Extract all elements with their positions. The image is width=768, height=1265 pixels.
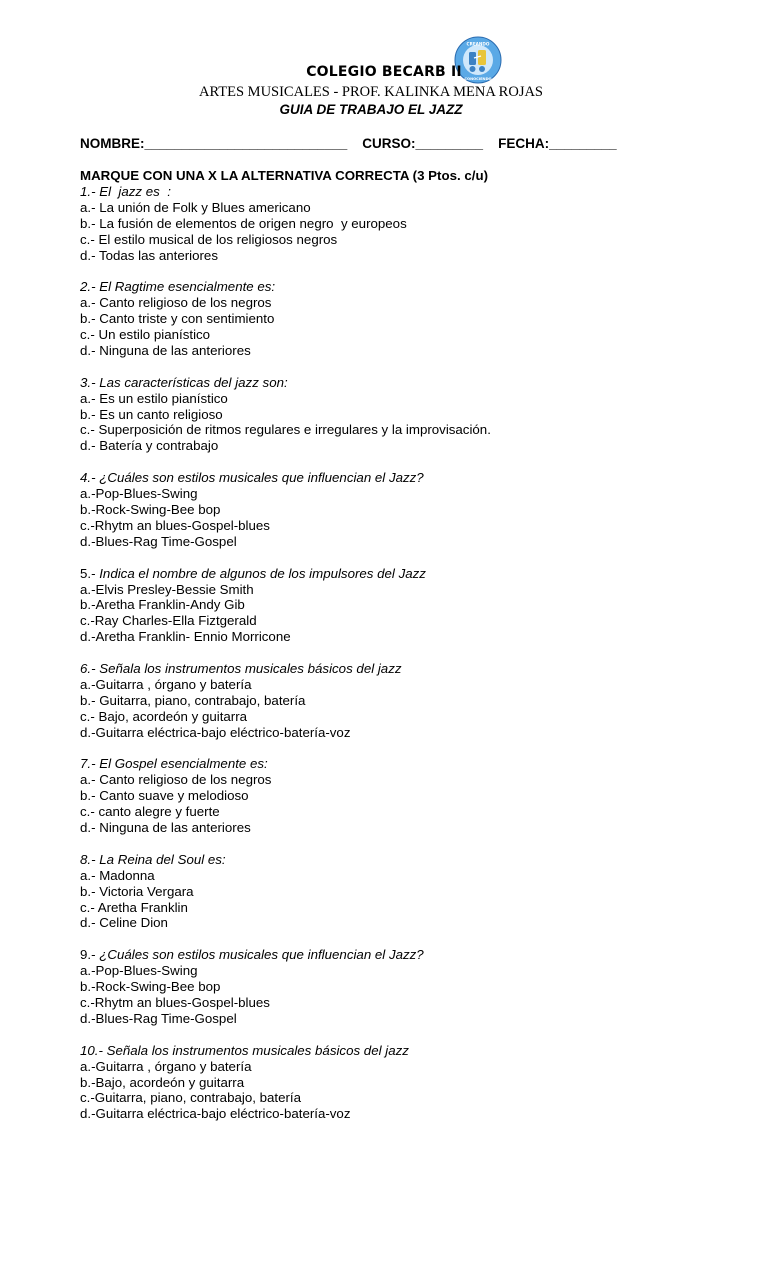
question-3 bbox=[80, 375, 740, 455]
answer-option[interactable]: d.- Batería y contrabajo bbox=[80, 438, 219, 454]
answer-option[interactable]: a.-Pop-Blues-Swing bbox=[80, 486, 198, 502]
answer-option[interactable]: a.-Elvis Presley-Bessie Smith bbox=[80, 581, 254, 597]
question-8 bbox=[80, 852, 740, 932]
question-prompt: Indica el nombre de algunos de los impulsores del Jazz bbox=[95, 565, 426, 581]
nombre-field[interactable]: NOMBRE:___________________________ bbox=[80, 136, 348, 151]
curso-field[interactable]: CURSO:_________ bbox=[362, 136, 484, 151]
question-list bbox=[80, 184, 740, 1122]
answer-option[interactable]: a.-Guitarra , órgano y batería bbox=[80, 676, 252, 692]
answer-option[interactable]: a.- Canto religioso de los negros bbox=[80, 295, 272, 311]
answer-option[interactable]: d.- Celine Dion bbox=[80, 915, 168, 931]
answer-option[interactable]: c.- Aretha Franklin bbox=[80, 899, 188, 915]
question-prompt: Señala los instrumentos musicales básicos del jazz bbox=[95, 661, 402, 677]
question-prompt: Las características del jazz son: bbox=[95, 374, 288, 390]
answer-option[interactable]: b.-Aretha Franklin-Andy Gib bbox=[80, 597, 245, 613]
answer-option[interactable]: a.- Canto religioso de los negros bbox=[80, 772, 272, 788]
question-text bbox=[80, 279, 740, 295]
guide-title: GUIA DE TRABAJO EL JAZZ bbox=[279, 102, 463, 117]
question-prompt: Señala los instrumentos musicales básicos del jazz bbox=[102, 1042, 409, 1058]
fecha-field[interactable]: FECHA:_________ bbox=[498, 136, 617, 151]
question-text bbox=[80, 375, 740, 391]
question-number: 10.- bbox=[80, 1042, 103, 1058]
answer-option[interactable]: c.-Guitarra, piano, contrabajo, batería bbox=[80, 1090, 301, 1106]
answer-option[interactable]: c.- Un estilo pianístico bbox=[80, 327, 211, 343]
answer-option[interactable]: a.-Pop-Blues-Swing bbox=[80, 963, 198, 979]
answer-option[interactable]: d.-Guitarra eléctrica-bajo eléctrico-batería-voz bbox=[80, 724, 351, 740]
question-1 bbox=[80, 184, 740, 264]
question-prompt: La Reina del Soul es: bbox=[95, 851, 226, 867]
question-9 bbox=[80, 947, 740, 1027]
question-text bbox=[80, 470, 740, 486]
question-number: 3.- bbox=[80, 374, 96, 390]
answer-option[interactable]: b.-Rock-Swing-Bee bop bbox=[80, 501, 221, 517]
question-text bbox=[80, 661, 740, 677]
answer-option[interactable]: b.- Es un canto religioso bbox=[80, 406, 223, 422]
question-number: 8.- bbox=[80, 851, 96, 867]
student-fields bbox=[80, 136, 617, 151]
answer-option[interactable]: d.-Blues-Rag Time-Gospel bbox=[80, 1010, 237, 1026]
answer-option[interactable]: b.- La fusión de elementos de origen negro y europeos bbox=[80, 215, 407, 231]
school-name: COLEGIO BECARB II bbox=[306, 64, 462, 80]
answer-option[interactable]: c.-Rhytm an blues-Gospel-blues bbox=[80, 995, 270, 1010]
question-4 bbox=[80, 470, 740, 550]
answer-option[interactable]: a.- Es un estilo pianístico bbox=[80, 390, 228, 406]
svg-text:CREANDO: CREANDO bbox=[466, 41, 490, 47]
answer-option[interactable]: b.- Canto triste y con sentimiento bbox=[80, 311, 275, 327]
answer-option[interactable]: d.-Blues-Rag Time-Gospel bbox=[80, 533, 237, 549]
question-prompt: ¿Cuáles son estilos musicales que influencian el Jazz? bbox=[95, 947, 424, 963]
svg-text:CONOCIENDO: CONOCIENDO bbox=[464, 77, 492, 81]
question-number: 9.- bbox=[80, 947, 96, 963]
question-5 bbox=[80, 566, 740, 646]
instructions: MARQUE CON UNA X LA ALTERNATIVA CORRECTA (3 Ptos. c/u) bbox=[80, 168, 489, 183]
question-prompt: El Ragtime esencialmente es: bbox=[95, 279, 276, 295]
answer-option[interactable]: c.- Bajo, acordeón y guitarra bbox=[80, 708, 248, 724]
question-prompt: El jazz es : bbox=[95, 183, 171, 199]
answer-option[interactable]: b.- Guitarra, piano, contrabajo, batería bbox=[80, 692, 306, 708]
answer-option[interactable]: b.- Canto suave y melodioso bbox=[80, 788, 249, 804]
answer-option[interactable]: a.- La unión de Folk y Blues americano bbox=[80, 199, 311, 215]
course-subtitle: ARTES MUSICALES - PROF. KALINKA MENA ROJAS bbox=[199, 84, 543, 100]
question-text bbox=[80, 184, 740, 200]
answer-option[interactable]: d.-Guitarra eléctrica-bajo eléctrico-batería-voz bbox=[80, 1106, 351, 1122]
answer-option[interactable]: d.-Aretha Franklin- Ennio Morricone bbox=[80, 629, 291, 645]
answer-option[interactable]: a.-Guitarra , órgano y batería bbox=[80, 1058, 252, 1074]
question-10 bbox=[80, 1043, 740, 1123]
question-6 bbox=[80, 661, 740, 741]
question-text bbox=[80, 947, 740, 963]
answer-option[interactable]: a.- Madonna bbox=[80, 867, 155, 883]
answer-option[interactable]: c.- El estilo musical de los religiosos negros bbox=[80, 231, 338, 247]
answer-option[interactable]: c.- canto alegre y fuerte bbox=[80, 804, 220, 820]
question-text bbox=[80, 756, 740, 772]
question-number: 1.- bbox=[80, 183, 96, 199]
question-number: 6.- bbox=[80, 661, 96, 677]
question-number: 7.- bbox=[80, 756, 96, 772]
question-7 bbox=[80, 756, 740, 836]
answer-option[interactable]: d.- Ninguna de las anteriores bbox=[80, 342, 251, 358]
answer-option[interactable]: b.-Bajo, acordeón y guitarra bbox=[80, 1074, 245, 1090]
answer-option[interactable]: c.-Rhytm an blues-Gospel-blues bbox=[80, 517, 270, 533]
question-text bbox=[80, 566, 740, 582]
answer-option[interactable]: d.- Todas las anteriores bbox=[80, 247, 218, 263]
questions-section bbox=[80, 168, 740, 1138]
answer-option[interactable]: b.-Rock-Swing-Bee bop bbox=[80, 979, 221, 995]
answer-option[interactable]: b.- Victoria Vergara bbox=[80, 883, 194, 899]
answer-option[interactable]: c.- Superposición de ritmos regulares e irregulares y la improvisación. bbox=[80, 422, 491, 438]
question-number: 4.- bbox=[80, 470, 96, 486]
question-number: 5.- bbox=[80, 565, 96, 581]
question-2 bbox=[80, 279, 740, 359]
question-text bbox=[80, 852, 740, 868]
answer-option[interactable]: c.-Ray Charles-Ella Fiztgerald bbox=[80, 613, 257, 629]
question-prompt: El Gospel esencialmente es: bbox=[95, 756, 268, 772]
question-prompt: ¿Cuáles son estilos musicales que influencian el Jazz? bbox=[95, 470, 424, 486]
answer-option[interactable]: d.- Ninguna de las anteriores bbox=[80, 820, 251, 836]
question-text bbox=[80, 1043, 740, 1059]
question-number: 2.- bbox=[80, 279, 96, 295]
